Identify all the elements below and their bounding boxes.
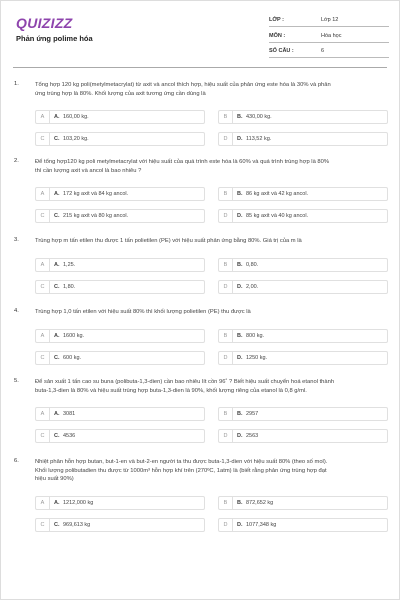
option-letter-box: B <box>219 188 233 200</box>
option-value: 4536 <box>63 433 76 439</box>
option-letter-box: C <box>36 430 50 442</box>
option-label: A. <box>54 191 60 197</box>
option-label: B. <box>237 191 243 197</box>
option-value: 2563 <box>246 433 259 439</box>
option-label: D. <box>237 354 243 361</box>
option-letter-box: D <box>219 133 233 145</box>
option-letter-box: A <box>36 259 50 271</box>
option-letter-box: B <box>219 408 233 420</box>
option-value: 1,80. <box>63 283 76 290</box>
option-letter-box: B <box>219 259 233 271</box>
option-letter-box: C <box>36 210 50 222</box>
option-letter-box: D <box>219 281 233 293</box>
option-label: D. <box>237 136 243 142</box>
option-letter-box: B <box>219 497 233 509</box>
option-value: 85 kg axit và 40 kg ancol. <box>246 213 309 219</box>
question-number: 2. <box>14 158 19 164</box>
option-letter-box: A <box>36 330 50 342</box>
option-letter-box: D <box>219 430 233 442</box>
option-label: A. <box>54 499 60 506</box>
answer-option-a[interactable] <box>35 258 205 272</box>
option-label: D. <box>237 433 243 439</box>
question-number: 6. <box>14 458 19 464</box>
option-value: 103,20 kg. <box>63 136 89 142</box>
answer-option-c[interactable] <box>35 280 205 294</box>
meta-divider <box>269 42 389 43</box>
question-text-line: ứng trùng hợp là 80%. Khối lượng của axit tương ứng cần dùng là <box>35 90 206 97</box>
answer-option-c[interactable] <box>35 132 205 146</box>
answer-option-d[interactable] <box>218 209 388 223</box>
answer-option-c[interactable] <box>35 518 205 532</box>
answer-option-d[interactable] <box>218 132 388 146</box>
question-text-line: hiệu suất 90%) <box>35 476 74 482</box>
meta-class-label: LỚP : <box>269 17 284 23</box>
meta-subject-label: MÔN : <box>269 33 286 39</box>
meta-subject-value: Hóa học <box>321 33 342 39</box>
option-value: 430,00 kg. <box>246 114 272 120</box>
meta-divider <box>269 26 389 27</box>
question-number: 3. <box>14 237 19 243</box>
question-text-line: Để tổng hợp120 kg poli metylmetacrylat với hiệu suất của quá trình este hóa là 60% và quá trình trùng hợp là 80% <box>35 159 330 165</box>
option-value: 872,652 kg <box>246 499 274 506</box>
option-value: 1212,000 kg <box>63 499 94 506</box>
option-value: 215 kg axit và 80 kg ancol. <box>63 213 129 219</box>
option-letter-box: C <box>36 352 50 364</box>
answer-option-c[interactable] <box>35 209 205 223</box>
option-label: C. <box>54 136 60 142</box>
option-letter-box: D <box>219 210 233 222</box>
option-letter-box: A <box>36 188 50 200</box>
option-letter-box: B <box>219 111 233 123</box>
option-value: 800 kg. <box>246 332 265 339</box>
option-value: 2,00. <box>246 283 259 290</box>
answer-option-b[interactable] <box>218 187 388 201</box>
question-text-line: Khối lượng polibutadien thu được từ 1000m³ hỗn hợp khí trên (270ºC, 1atm) là (biết rằng phản ứng trùng hợp đạt <box>35 467 327 474</box>
question-text <box>35 458 390 484</box>
question-text-line: Tổng hợp 120 kg poli(metylmetacrylat) từ axit và ancol thích hợp, hiệu suất của phản ứng este hóa là 30% và phản <box>35 82 331 88</box>
option-label: D. <box>237 283 243 290</box>
option-value: 113,52 kg. <box>246 136 272 142</box>
answer-option-d[interactable] <box>218 429 388 443</box>
question-number: 5. <box>14 378 19 384</box>
option-value: 1,25. <box>63 261 76 268</box>
option-label: B. <box>237 261 243 268</box>
answer-option-c[interactable] <box>35 429 205 443</box>
question-text <box>35 237 390 246</box>
option-value: 86 kg axit và 42 kg ancol. <box>246 191 309 197</box>
option-label: B. <box>237 411 243 417</box>
question-text <box>35 158 390 175</box>
option-value: 160,00 kg. <box>63 114 89 120</box>
answer-option-a[interactable] <box>35 110 205 124</box>
worksheet-title: Phản ứng polime hóa <box>16 34 93 43</box>
option-label: A. <box>54 261 60 268</box>
option-letter-box: A <box>36 497 50 509</box>
option-label: A. <box>54 411 60 417</box>
header-divider <box>13 67 387 68</box>
option-value: 172 kg axit và 84 kg ancol. <box>63 191 129 197</box>
answer-option-b[interactable] <box>218 329 388 343</box>
option-value: 2957 <box>246 411 259 417</box>
answer-option-b[interactable] <box>218 110 388 124</box>
worksheet-header <box>1 1 400 65</box>
meta-count-value: 6 <box>321 48 325 54</box>
option-value: 0,80. <box>246 261 259 268</box>
option-label: D. <box>237 213 243 219</box>
option-label: B. <box>237 114 243 120</box>
question-text-line: Trùng hợp m tấn etilen thu được 1 tấn polietilen (PE) với hiệu suất phản ứng bằng 80%. Giá trị của m là <box>35 238 302 244</box>
answer-option-b[interactable] <box>218 496 388 510</box>
answer-option-b[interactable] <box>218 407 388 421</box>
option-label: C. <box>54 213 60 219</box>
question-number: 4. <box>14 308 19 314</box>
question-text <box>35 308 390 317</box>
question-text-line: Để sản xuất 1 tấn cao su buna (polibuta-1,3-dien) cần bao nhiêu lít cồn 96˚ ? Biết hiệu suất chuyển hoá etanol thành <box>35 379 335 385</box>
option-letter-box: C <box>36 519 50 531</box>
question-text-line: Nhiệt phân hỗn hợp butan, but-1-en và but-2-en người ta thu được buta-1,3-dien với hiệu suất 80% (theo số mol). <box>35 459 328 465</box>
answer-option-d[interactable] <box>218 518 388 532</box>
question-text-line: buta-1,3-dien là 80% và hiệu suất trùng hợp buta-1,3-dien là 90%, khối lượng riêng của etanol là 0,8 g/ml. <box>35 387 307 394</box>
option-letter-box: C <box>36 133 50 145</box>
quizizz-logo: QUIZIZZ <box>16 15 73 31</box>
answer-option-c[interactable] <box>35 351 205 365</box>
option-letter-box: A <box>36 111 50 123</box>
meta-divider <box>269 57 389 58</box>
answer-option-d[interactable] <box>218 280 388 294</box>
answer-option-a[interactable] <box>35 187 205 201</box>
option-label: B. <box>237 332 243 339</box>
option-value: 3081 <box>63 411 76 417</box>
answer-option-a[interactable] <box>35 496 205 510</box>
question-text-line: Trùng hợp 1,0 tấn etilen với hiệu suất 80% thì khối lượng polietilen (PE) thu được là <box>35 309 251 315</box>
option-label: C. <box>54 433 60 439</box>
option-letter-box: B <box>219 330 233 342</box>
option-value: 1600 kg. <box>63 332 85 339</box>
option-label: A. <box>54 332 60 339</box>
option-label: C. <box>54 354 60 361</box>
option-letter-box: D <box>219 352 233 364</box>
answer-option-a[interactable] <box>35 329 205 343</box>
meta-count-label: SỐ CÂU : <box>269 48 294 54</box>
question-text <box>35 378 390 395</box>
option-value: 969,613 kg <box>63 521 91 528</box>
meta-class-value: Lớp 12 <box>321 17 339 23</box>
answer-option-d[interactable] <box>218 351 388 365</box>
option-label: C. <box>54 283 60 290</box>
question-text-line: thì cần lượng axit và ancol là bao nhiêu ? <box>35 167 142 174</box>
question-number: 1. <box>14 81 19 87</box>
option-letter-box: C <box>36 281 50 293</box>
answer-option-a[interactable] <box>35 407 205 421</box>
option-letter-box: A <box>36 408 50 420</box>
option-letter-box: D <box>219 519 233 531</box>
option-value: 1250 kg. <box>246 354 268 361</box>
option-label: C. <box>54 521 60 528</box>
answer-option-b[interactable] <box>218 258 388 272</box>
option-label: D. <box>237 521 243 528</box>
option-label: A. <box>54 114 60 120</box>
option-label: B. <box>237 499 243 506</box>
option-value: 600 kg. <box>63 354 82 361</box>
question-text <box>35 81 390 98</box>
option-value: 1077,348 kg <box>246 521 277 528</box>
